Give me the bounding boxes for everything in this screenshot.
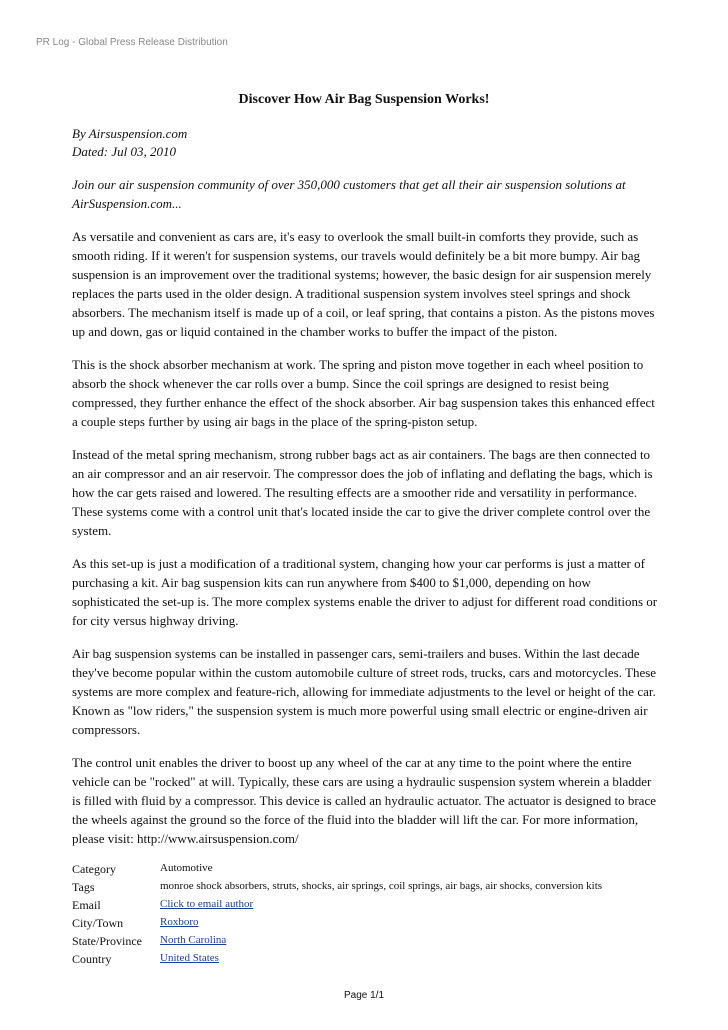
city-link[interactable]: Roxboro: [160, 916, 199, 928]
summary: Join our air suspension community of over 350,000 customers that get all their air suspension solutions at AirSuspension.com...: [72, 177, 626, 211]
meta-label: Tags: [72, 880, 95, 894]
meta-row-state: [72, 934, 602, 952]
page-number: Page 1/1: [343, 990, 385, 1001]
author: By Airsuspension.com: [72, 126, 188, 141]
meta-label: Email: [72, 898, 101, 912]
metadata-table: [72, 862, 602, 970]
email-author-link[interactable]: Click to email author: [160, 898, 254, 910]
meta-row-category: [72, 862, 602, 880]
country-link[interactable]: United States: [160, 952, 219, 964]
article-body: [72, 125, 658, 970]
meta-value: Automotive: [160, 862, 213, 874]
meta-label: City/Town: [72, 916, 124, 930]
meta-row-city: [72, 916, 602, 934]
meta-label: State/Province: [72, 934, 142, 948]
meta-label: Country: [72, 952, 112, 966]
paragraph: Instead of the metal spring mechanism, strong rubber bags act as air containers. The bags are then connected to an air compressor and an air reservoir. The compressor does the job of inflating and deflating the bags, which is how the car gets raised and lowered. The resulting effects are a smoother ride and versatility in performance. These systems come with a control unit that's located inside the car to give the driver complete control over the system.: [72, 447, 653, 538]
meta-row-email: [72, 898, 602, 916]
meta-label: Category: [72, 862, 116, 876]
paragraph: As versatile and convenient as cars are, it's easy to overlook the small built-in comforts they provide, such as smooth riding. If it weren't for suspension systems, our travels would definitely be a bit more bumpy. Air bag suspension is an improvement over the traditional systems; however, the basic design for air suspension merely replaces the parts used in the older design. A traditional suspension system involves steel springs and shock absorbers. The mechanism itself is made up of a coil, or leaf spring, that contains a piston. As the pistons moves up and down, gas or liquid contained in the chamber works to buffer the impact of the piston.: [72, 229, 655, 339]
meta-row-country: [72, 952, 602, 970]
paragraph: The control unit enables the driver to boost up any wheel of the car at any time to the point where the entire vehicle can be "rocked" at will. Typically, these cars are using a hydraulic suspension system wherein a bladder is filled with fluid by a compressor. This device is called an hydraulic actuator. The actuator is designed to brace the wheels against the ground so the force of the fluid into the bladder will lift the car. For more information, please visit: http://www.airsuspension.com/: [72, 755, 656, 846]
byline: [72, 125, 658, 161]
site-header: PR Log - Global Press Release Distribution: [36, 37, 228, 48]
meta-value: monroe shock absorbers, struts, shocks, air springs, coil springs, air bags, air shocks, conversion kits: [160, 880, 603, 892]
date: Dated: Jul 03, 2010: [72, 144, 176, 159]
paragraph: Air bag suspension systems can be installed in passenger cars, semi-trailers and buses. Within the last decade they've become popular within the custom automobile culture of street rods, trucks, cars and motorcycles. These systems are more complex and feature-rich, allowing for immediate adjustments to the level or height of the car. Known as "low riders," the suspension system is much more powerful using small electric or engine-driven air compressors.: [72, 646, 657, 737]
page-title: Discover How Air Bag Suspension Works!: [238, 92, 490, 107]
paragraph: This is the shock absorber mechanism at work. The spring and piston move together in each wheel position to absorb the shock whenever the car rolls over a bump. Since the coil springs are designed to resist being compressed, they further enhance the effect of the shock absorber. Air bag suspension takes this enhanced effect a couple steps further by using air bags in the place of the spring-piston setup.: [72, 357, 655, 429]
meta-row-tags: [72, 880, 602, 898]
paragraph: As this set-up is just a modification of a traditional system, changing how your car performs is just a matter of purchasing a kit. Air bag suspension kits can run anywhere from $400 to $1,000, depending on how sophisticated the set-up is. The more complex systems enable the driver to adjust for different road conditions or for city versus highway driving.: [72, 556, 658, 628]
state-link[interactable]: North Carolina: [160, 934, 227, 946]
